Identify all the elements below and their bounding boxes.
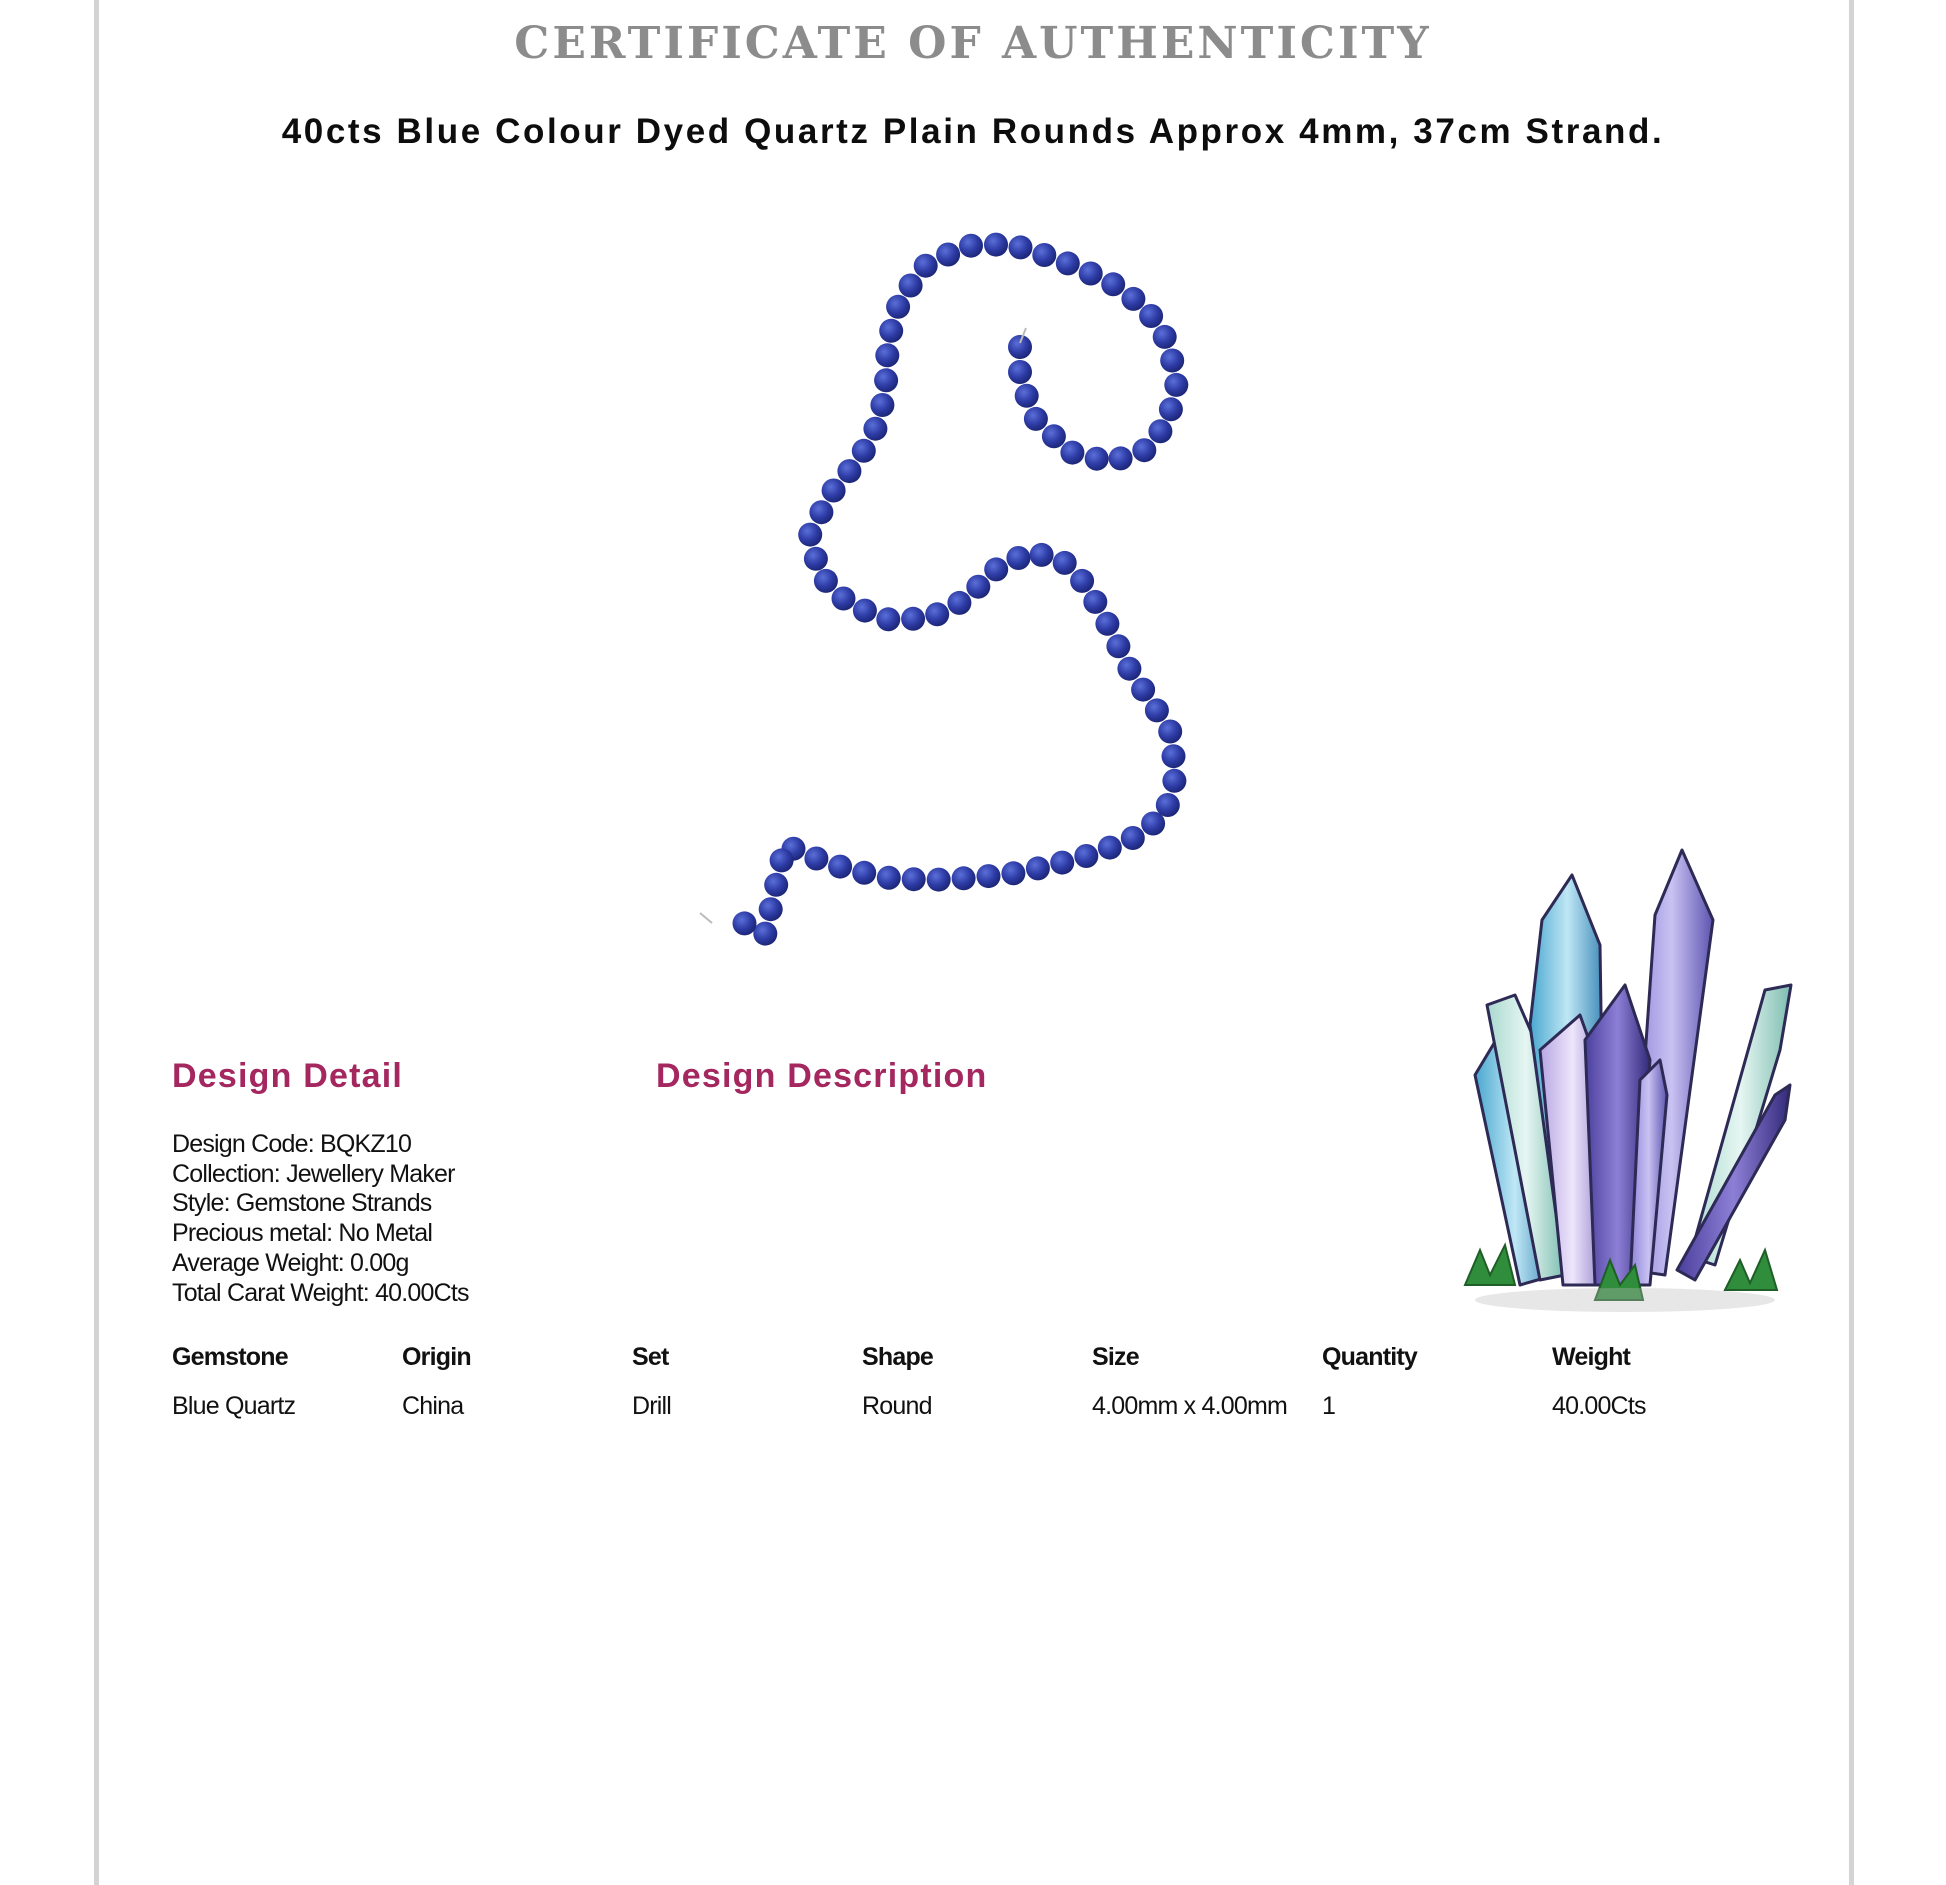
bead xyxy=(804,847,828,871)
bead xyxy=(1083,590,1107,614)
bead xyxy=(879,319,903,343)
design-description-heading: Design Description xyxy=(656,1057,988,1095)
bead xyxy=(814,569,838,593)
bead xyxy=(984,233,1008,257)
bead xyxy=(977,864,1001,888)
bead xyxy=(870,393,894,417)
bead xyxy=(1070,569,1094,593)
column-header-gemstone: Gemstone xyxy=(172,1343,288,1371)
bead xyxy=(1042,424,1066,448)
product-title: 40cts Blue Colour Dyed Quartz Plain Rounds Approx 4mm, 37cm Strand. xyxy=(281,112,1665,151)
cell-shape: Round xyxy=(862,1392,932,1420)
column-header-origin: Origin xyxy=(402,1343,471,1371)
column-header-weight: Weight xyxy=(1552,1343,1631,1371)
bead xyxy=(876,607,900,631)
bead xyxy=(1024,407,1048,431)
bead xyxy=(1148,419,1172,443)
bead xyxy=(947,591,971,615)
bead xyxy=(852,861,876,885)
bead xyxy=(837,459,861,483)
cell-weight: 40.00Cts xyxy=(1552,1392,1646,1420)
bead xyxy=(1085,447,1109,471)
bead xyxy=(1141,812,1165,836)
product-image xyxy=(690,230,1250,1030)
bead xyxy=(1162,744,1186,768)
bead xyxy=(1026,856,1050,880)
bead xyxy=(886,295,910,319)
bead xyxy=(1121,287,1145,311)
gemstone-table xyxy=(172,1343,1782,1421)
bead xyxy=(852,439,876,463)
table-row xyxy=(172,1377,1782,1421)
bead xyxy=(1074,844,1098,868)
bead xyxy=(1032,243,1056,267)
bead xyxy=(1009,235,1033,259)
table-header-row xyxy=(172,1343,1782,1377)
bead xyxy=(1008,335,1032,359)
bead xyxy=(1131,678,1155,702)
cell-origin: China xyxy=(402,1392,464,1420)
bead xyxy=(959,234,983,258)
collection: Collection: Jewellery Maker xyxy=(172,1159,455,1188)
page-border-right xyxy=(1849,0,1854,1885)
bead xyxy=(914,254,938,278)
bead xyxy=(984,557,1008,581)
cell-size: 4.00mm x 4.00mm xyxy=(1092,1392,1288,1420)
precious-metal: Precious metal: No Metal xyxy=(172,1219,433,1248)
bead xyxy=(1060,441,1084,465)
column-header-size: Size xyxy=(1092,1343,1139,1371)
bead xyxy=(902,867,926,891)
strand-thread-end xyxy=(700,913,712,923)
cell-gemstone: Blue Quartz xyxy=(172,1392,296,1420)
bead xyxy=(875,343,899,367)
bead xyxy=(809,500,833,524)
bead xyxy=(874,368,898,392)
bead xyxy=(1030,543,1054,567)
bead xyxy=(853,599,877,623)
bead xyxy=(1158,720,1182,744)
bead xyxy=(966,575,990,599)
bead xyxy=(1101,272,1125,296)
bead xyxy=(759,897,783,921)
bead xyxy=(1153,325,1177,349)
bead xyxy=(733,911,757,935)
bead xyxy=(936,243,960,267)
column-header-quantity: Quantity xyxy=(1322,1343,1417,1371)
bead xyxy=(1008,360,1032,384)
bead xyxy=(1053,551,1077,575)
design-detail-list xyxy=(172,1130,469,1308)
bead xyxy=(927,868,951,892)
column-header-set: Set xyxy=(632,1343,669,1371)
average-weight: Average Weight: 0.00g xyxy=(172,1248,409,1277)
bead xyxy=(798,523,822,547)
bead xyxy=(863,417,887,441)
bead xyxy=(828,855,852,879)
bead xyxy=(1109,446,1133,470)
bead xyxy=(1079,262,1103,286)
bead xyxy=(1056,251,1080,275)
bead xyxy=(1159,397,1183,421)
bead xyxy=(1139,304,1163,328)
bead xyxy=(804,547,828,571)
bead xyxy=(1162,769,1186,793)
bead xyxy=(1050,851,1074,875)
total-carat-weight: Total Carat Weight: 40.00Cts xyxy=(172,1278,469,1307)
design-code: Design Code: BQKZ10 xyxy=(172,1130,412,1158)
bead xyxy=(753,922,777,946)
page-border-left xyxy=(94,0,99,1885)
bead xyxy=(901,607,925,631)
bead xyxy=(832,587,856,611)
bead xyxy=(1006,546,1030,570)
bead xyxy=(1095,612,1119,636)
bead xyxy=(899,274,923,298)
bead xyxy=(1145,698,1169,722)
bead xyxy=(1160,349,1184,373)
cell-set: Drill xyxy=(632,1392,672,1420)
bead xyxy=(952,866,976,890)
bead xyxy=(1117,657,1141,681)
bead xyxy=(770,848,794,872)
column-header-shape: Shape xyxy=(862,1343,934,1371)
bead xyxy=(1106,634,1130,658)
design-detail-heading: Design Detail xyxy=(172,1057,403,1095)
bead xyxy=(1164,373,1188,397)
bead xyxy=(1015,384,1039,408)
bead xyxy=(1001,861,1025,885)
cell-quantity: 1 xyxy=(1322,1392,1336,1420)
bead xyxy=(1132,438,1156,462)
bead xyxy=(1098,836,1122,860)
bead xyxy=(925,602,949,626)
bead xyxy=(1121,826,1145,850)
bead-strand xyxy=(733,233,1189,946)
bead xyxy=(822,479,846,503)
bead xyxy=(764,873,788,897)
certificate-title: CERTIFICATE OF AUTHENTICITY xyxy=(514,18,1432,69)
crystal-cluster-image xyxy=(1445,845,1815,1315)
bead xyxy=(877,866,901,890)
style: Style: Gemstone Strands xyxy=(172,1189,432,1218)
